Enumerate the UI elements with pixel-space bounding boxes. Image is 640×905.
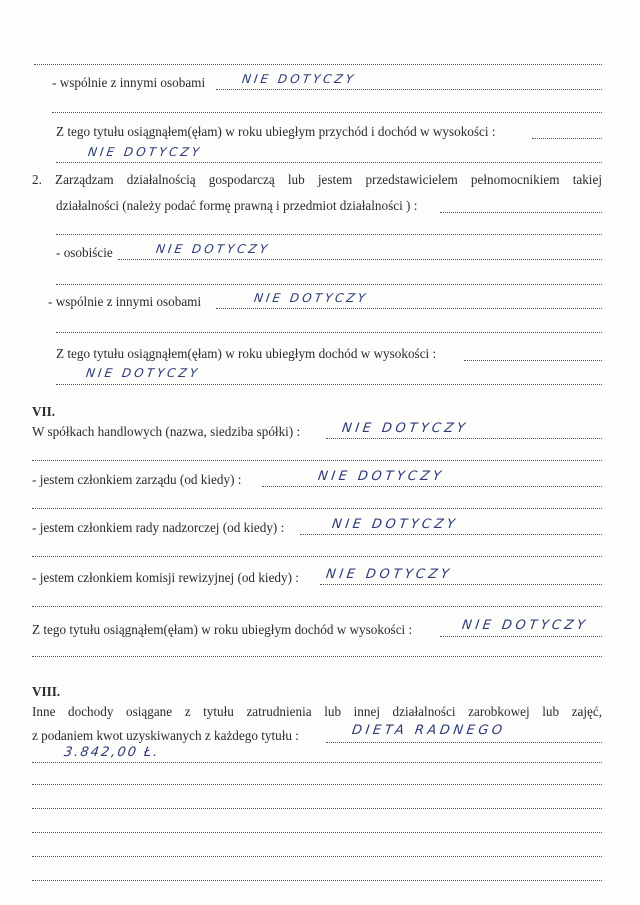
dotted-line	[464, 360, 602, 361]
dotted-line	[216, 89, 602, 90]
jointly-label-1: - wspólnie z innymi osobami	[52, 75, 206, 90]
income-line-3	[32, 622, 412, 638]
dotted-line	[56, 284, 602, 285]
section-viii-line-b	[32, 728, 299, 744]
dotted-line	[32, 808, 602, 809]
handwritten-answer: NIE DOTYCZY	[460, 618, 590, 633]
section-vii-line	[32, 424, 300, 440]
jointly-label-2: - wspólnie z innymi osobami	[48, 294, 202, 309]
board-audit-label: - jestem członkiem komisji rewizyjnej (od kiedy) :	[32, 570, 299, 585]
dotted-line	[326, 438, 602, 439]
handwritten-answer: NIE DOTYCZY	[85, 366, 201, 380]
jointly-line-1	[52, 75, 205, 91]
dotted-line	[32, 508, 602, 509]
board-mgmt-line	[32, 472, 241, 488]
section-viii-title	[32, 684, 60, 700]
dotted-line	[532, 138, 602, 139]
income-label-1: Z tego tytułu osiągnąłem(ęłam) w roku ubiegłym przychód i dochód w wysokości :	[56, 124, 496, 139]
item2-label-b: działalności (należy podać formę prawną i przedmiot działalności ) :	[56, 198, 418, 213]
item2-line-a	[32, 172, 602, 188]
dotted-line	[326, 742, 602, 743]
handwritten-answer: NIE DOTYCZY	[316, 469, 446, 484]
handwritten-answer: NIE DOTYCZY	[253, 291, 369, 305]
dotted-line	[262, 486, 602, 487]
income-label-2: Z tego tytułu osiągnąłem(ęłam) w roku ubiegłym dochód w wysokości :	[56, 346, 437, 361]
dotted-line	[32, 880, 602, 881]
section-viii-line-a	[32, 704, 602, 720]
section-viii-text-b: z podaniem kwot uzyskiwanych z każdego tytułu :	[32, 728, 299, 743]
personally-line	[56, 245, 113, 261]
dotted-line	[300, 534, 602, 535]
dotted-line	[32, 556, 602, 557]
board-super-label: - jestem członkiem rady nadzorczej (od kiedy) :	[32, 520, 285, 535]
handwritten-answer: NIE DOTYCZY	[241, 72, 357, 86]
handwritten-answer: NIE DOTYCZY	[330, 517, 460, 532]
dotted-line	[32, 606, 602, 607]
handwritten-answer: NIE DOTYCZY	[324, 567, 454, 582]
dotted-line	[32, 832, 602, 833]
dotted-line	[216, 308, 602, 309]
section-viii-text-a: Inne dochody osiągane z tytułu zatrudnienia lub innej działalności zarobkowej lub zajęć,	[32, 704, 602, 719]
board-mgmt-label: - jestem członkiem zarządu (od kiedy) :	[32, 472, 242, 487]
dotted-line	[32, 762, 602, 763]
dotted-line	[52, 112, 602, 113]
dotted-line	[34, 64, 602, 65]
personally-label: - osobiście	[56, 245, 113, 260]
section-vii-text: W spółkach handlowych (nazwa, siedziba spółki) :	[32, 424, 301, 439]
dotted-line	[32, 856, 602, 857]
income-line-1	[56, 124, 496, 140]
board-super-line	[32, 520, 284, 536]
dotted-line	[56, 162, 602, 163]
item2-line-b	[56, 198, 417, 214]
section-vii-label: VII.	[32, 404, 56, 419]
dotted-line	[56, 234, 602, 235]
handwritten-answer: NIE DOTYCZY	[340, 421, 470, 436]
dotted-line	[56, 384, 602, 385]
dotted-line	[440, 212, 602, 213]
dotted-line	[440, 636, 602, 637]
income-label-3: Z tego tytułu osiągnąłem(ęłam) w roku ubiegłym dochód w wysokości :	[32, 622, 413, 637]
jointly-line-2	[48, 294, 201, 310]
section-vii-title	[32, 404, 55, 420]
dotted-line	[32, 784, 602, 785]
handwritten-answer: NIE DOTYCZY	[87, 145, 203, 159]
dotted-line	[320, 584, 602, 585]
item2-label-a: 2. Zarządzam działalnością gospodarczą lub jestem przedstawicielem pełnomocnikiem takiej	[32, 172, 602, 187]
dotted-line	[32, 656, 602, 657]
handwritten-answer: DIETA RADNEGO	[350, 723, 507, 738]
section-viii-label: VIII.	[32, 684, 61, 699]
dotted-line	[118, 259, 602, 260]
dotted-line	[32, 460, 602, 461]
income-line-2	[56, 346, 436, 362]
board-audit-line	[32, 570, 299, 586]
dotted-line	[56, 332, 602, 333]
handwritten-amount: 3.842,00 Ł.	[62, 745, 161, 760]
handwritten-answer: NIE DOTYCZY	[155, 242, 271, 256]
